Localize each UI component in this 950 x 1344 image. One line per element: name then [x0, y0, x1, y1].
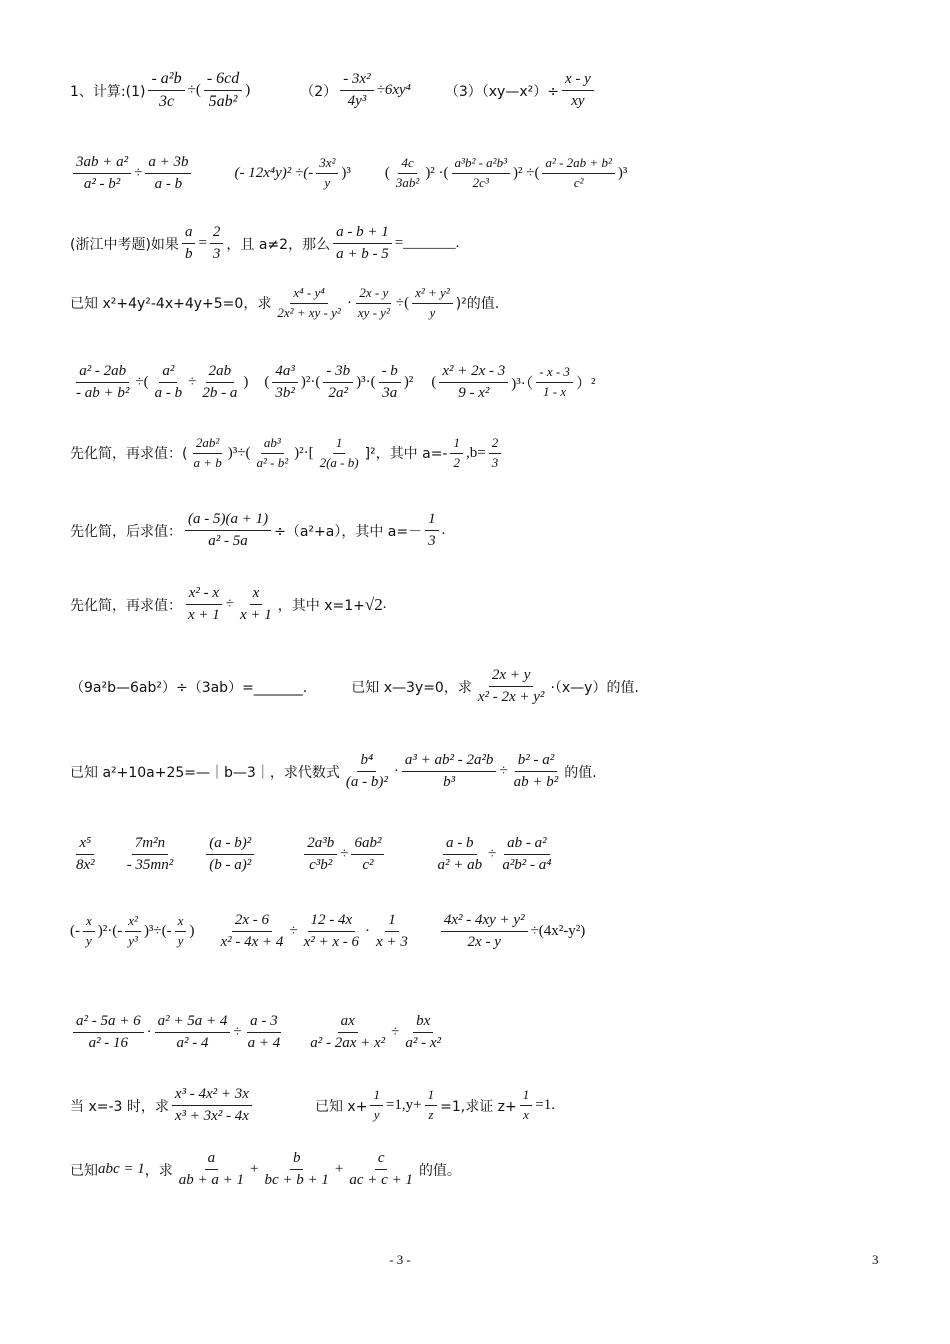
fraction: $\frac{\text{ab - a²}}{\text{a²b² - a⁴}}$ [502, 835, 552, 874]
fraction: $\frac{\text{ab³}}{\text{a² - b²}}$ [256, 435, 289, 470]
fraction: $\frac{c}{ac + c + 1}$ [349, 1150, 413, 1189]
fraction: $\frac{a - b}{\text{a² + ab}}$ [437, 835, 483, 874]
problem-row-2: $\frac{\text{3ab + a²}}{\text{a² - b²}}$ ÷ $\frac{a + 3b}{a - b}$ (- 12x⁴y)² ÷(- $\frac{\text{3x²}}{y}$ )³ ( $\frac{4c}{\text{3ab²}}$ )² ·( $\frac{\text{a³b² - a²b³}}{\text{2c³}}$ )² ÷( $\frac{\text{a² - 2ab + b²}}{\text{c²}}$ )³ [70, 154, 910, 194]
page-number-right: 3 [872, 1252, 879, 1267]
fraction: $\frac{a}{ab + a + 1}$ [178, 1150, 245, 1189]
fraction: $\frac{\text{x² + 2x - 3}}{\text{9 - x²}}$ [439, 363, 508, 403]
fraction: $\frac{2x - y}{\text{xy - y²}}$ [357, 285, 390, 320]
fraction: $\frac{a}{b}$ [182, 224, 196, 264]
fraction: $\frac{1}{2}$ [450, 436, 463, 471]
problem-row-4: 已知 x²+4y²-4x+4y+5=0，求 $\frac{\text{x⁴ - y⁴}}{\text{2x² + xy - y²}}$ · $\frac{2x - y}{\text{xy - y²}}$ ÷( $\frac{\text{x² + y²}}{y}$ )²的值. [70, 285, 500, 320]
sqrt-expression: √2 [364, 594, 383, 614]
fraction: $\frac{a - b + 1}{a + b - 5}$ [333, 224, 392, 264]
problem-row-14: 当 x=-3 时，求 $\frac{\text{x³ - 4x² + 3x}}{\text{x³ + 3x² - 4x}}$ 已知 x+ $\frac{1}{y}$ =1,y+ $\frac{1}{z}$ =1,求证 z+ $\frac{1}{x}$ =1. [70, 1086, 555, 1125]
problem-label: 1、计算:(1) [70, 83, 146, 100]
fraction: $\frac{2x + y}{\text{x² - 2x + y²}}$ [477, 667, 545, 706]
fraction: $\frac{x}{y}$ [175, 914, 187, 949]
fraction: $\frac{- b}{3a}$ [379, 363, 401, 403]
problem-row-11: $\frac{\text{x⁵}}{\text{8x²}}$ $\frac{\text{7m²n}}{\text{- 35mn²}}$ $\frac{\text{(a - b)²}}{\text{(b - a)²}}$ $\frac{\text{2a³b}}{\text{c³b²}}$ ÷ $\frac{\text{6ab²}}{\text{c²}}$ $\frac{a - b}{\text{a² + ab}}$ ÷ $\frac{\text{ab - a²}}{\text{a²b² - a⁴}}$ [70, 835, 910, 875]
fraction: $\frac{\text{6ab²}}{\text{c²}}$ [351, 835, 384, 875]
fraction: $\frac{\text{a²}}{a - b}$ [154, 363, 183, 402]
fraction: $\frac{bx}{\text{a² - x²}}$ [405, 1013, 442, 1052]
fraction: $\frac{\text{a² - 2ab + b²}}{\text{c²}}$ [542, 156, 614, 191]
fraction: $\frac{1}{z}$ [425, 1088, 438, 1123]
fraction: $\frac{- x - 3}{1 - x}$ [536, 365, 573, 400]
fraction: $\frac{b}{bc + b + 1}$ [264, 1150, 329, 1189]
fraction: $\frac{\text{x² - x}}{x + 1}$ [185, 585, 223, 625]
fraction: $\frac{1}{3}$ [425, 511, 439, 551]
fraction: $\frac{\text{4a³}}{\text{3b²}}$ [272, 363, 298, 403]
fraction: $\frac{\text{a² - 2ab}}{\text{- ab + b²}}$ [76, 363, 130, 402]
fraction: $\frac{\text{b⁴}}{\text{(a - b)²}}$ [345, 752, 388, 791]
problem-row-10: 已知 a²+10a+25=—｜b—3｜，求代数式 $\frac{\text{b⁴}}{\text{(a - b)²}}$ · $\frac{\text{a³ + ab² - 2a²b}}{\text{b³}}$ ÷ $\frac{\text{b² - a²}}{\text{ab + b²}}$ 的值. [70, 752, 597, 791]
problem-row-3: (浙江中考题)如果 $\frac{a}{b}$ = $\frac{2}{3}$ ，且 a≠2，那么 $\frac{a - b + 1}{a + b - 5}$ =_______. [70, 224, 460, 263]
fraction: $\frac{\text{a³b² - a²b³}}{\text{2c³}}$ [452, 156, 510, 191]
fraction: $\frac{\text{x³ - 4x² + 3x}}{\text{x³ + 3x² - 4x}}$ [172, 1086, 252, 1126]
fraction: $\frac{(a - 5)(a + 1)}{\text{a² - 5a}}$ [185, 511, 271, 551]
fraction: $\frac{\text{x²}}{\text{y³}}$ [125, 914, 141, 949]
problem-row-13: $\frac{\text{a² - 5a + 6}}{\text{a² - 16}}$ · $\frac{\text{a² + 5a + 4}}{\text{a² - 4}}$ ÷ $\frac{a - 3}{a + 4}$ $\frac{ax}{\text{a² - 2ax + x²}}$ ÷ $\frac{bx}{\text{a² - x²}}$ [70, 1013, 910, 1053]
fraction: $\frac{1}{2(a - b)}$ [319, 435, 359, 470]
problem-row-6: 先化简，再求值：( $\frac{\text{2ab²}}{a + b}$ )³÷( $\frac{\text{ab³}}{\text{a² - b²}}$ )²·[ $\frac{1}{2(a - b)}$ ]²，其中 a=- $\frac{1}{2}$ ,b= $\frac{2}{3}$ [70, 436, 910, 471]
fraction: $\frac{\text{2ab²}}{a + b}$ [193, 435, 222, 470]
fraction: $\frac{a + 3b}{a - b}$ [145, 154, 191, 194]
fraction: $\frac{- 6cd}{\text{5ab²}}$ [204, 70, 242, 112]
fraction: $\frac{x - y}{xy}$ [562, 71, 594, 111]
fraction: $\frac{a - 3}{a + 4}$ [247, 1013, 281, 1052]
fraction: $\frac{\text{a² + 5a + 4}}{\text{a² - 4}}$ [155, 1013, 231, 1053]
fraction: $\frac{2x - 6}{\text{x² - 4x + 4}}$ [220, 912, 284, 951]
fraction: $\frac{1}{x + 3}$ [376, 912, 408, 951]
fraction: $\frac{\text{7m²n}}{\text{- 35mn²}}$ [126, 835, 174, 874]
fraction: $\frac{1}{x}$ [520, 1088, 533, 1123]
fraction: $\frac{\text{3x²}}{y}$ [316, 156, 338, 191]
fraction: $\frac{\text{x⁴ - y⁴}}{\text{2x² + xy - y²}}$ [277, 285, 341, 320]
problem-row-7: 先化简，后求值： $\frac{(a - 5)(a + 1)}{\text{a² - 5a}}$ ÷（a²+a），其中 a=－ $\frac{1}{3}$ . [70, 511, 446, 550]
problem-row-15: 已知 abc = 1 ，求 $\frac{a}{ab + a + 1}$ + $\frac{b}{bc + b + 1}$ + $\frac{c}{ac + c + 1}$ 的值。 [70, 1150, 461, 1189]
page-number-center: - 3 - [389, 1252, 411, 1267]
fraction: $\frac{\text{a² - 5a + 6}}{\text{a² - 16}}$ [73, 1013, 144, 1053]
problem-row-8: 先化简，再求值： $\frac{\text{x² - x}}{x + 1}$ ÷ $\frac{x}{x + 1}$ ，其中 x=1+ √2 . [70, 585, 387, 624]
fraction: $\frac{4c}{\text{3ab²}}$ [395, 155, 420, 191]
problem-row-1: 1、计算:(1) $\frac{\text{- a²b}}{3c}$ ÷( $\frac{- 6cd}{\text{5ab²}}$ ) （2） $\frac{\text{- 3x²}}{\text{4y³}}$ ÷6xy⁴ （3）（xy—x²）÷ $\frac{x - y}{xy}$ [70, 70, 910, 112]
fraction: $\frac{\text{x⁵}}{\text{8x²}}$ [76, 835, 95, 874]
fraction: $\frac{2}{3}$ [210, 224, 224, 264]
fraction: $\frac{\text{- a²b}}{3c}$ [148, 70, 184, 112]
problem-row-9: （9a²b—6ab²）÷（3ab）=_______. 已知 x—3y=0，求 $\frac{2x + y}{\text{x² - 2x + y²}}$ ·（x—y）的值. [70, 667, 639, 706]
problem-row-5: $\frac{\text{a² - 2ab}}{\text{- ab + b²}}$ ÷( $\frac{\text{a²}}{a - b}$ ÷ $\frac{2ab}{2b - a}$ ) ( $\frac{\text{4a³}}{\text{3b²}}$ )²·( $\frac{- 3b}{\text{2a²}}$ )³·( $\frac{- b}{3a}$ )² ( $\frac{\text{x² + 2x - 3}}{\text{9 - x²}}$ )³·（ $\frac{- x - 3}{1 - x}$ ）² [70, 363, 910, 403]
fraction: $\frac{1}{y}$ [370, 1088, 383, 1123]
fraction: $\frac{\text{x² + y²}}{y}$ [412, 286, 453, 321]
fraction: $\frac{\text{4x² - 4xy + y²}}{2x - y}$ [441, 912, 528, 952]
fraction: $\frac{2}{3}$ [489, 436, 502, 471]
fraction: $\frac{\text{2a³b}}{\text{c³b²}}$ [304, 835, 337, 875]
fraction: $\frac{\text{3ab + a²}}{\text{a² - b²}}$ [73, 154, 131, 194]
fraction: $\frac{\text{a³ + ab² - 2a²b}}{\text{b³}}$ [402, 752, 497, 792]
problem-row-12: (- $\frac{x}{y}$ )²·(- $\frac{\text{x²}}{\text{y³}}$ )³÷(- $\frac{x}{y}$ ) $\frac{2x - 6}{\text{x² - 4x + 4}}$ ÷ $\frac{12 - 4x}{\text{x² + x - 6}}$ · $\frac{1}{x + 3}$ $\frac{\text{4x² - 4xy + y²}}{2x - y}$ ÷(4x²-y²) [70, 912, 586, 951]
fraction: $\frac{12 - 4x}{\text{x² + x - 6}}$ [303, 912, 360, 951]
fraction: $\frac{ax}{\text{a² - 2ax + x²}}$ [310, 1013, 386, 1052]
fraction: $\frac{- 3b}{\text{2a²}}$ [323, 363, 353, 403]
fraction: $\frac{x}{x + 1}$ [240, 585, 272, 624]
fraction: $\frac{\text{(a - b)²}}{\text{(b - a)²}}$ [206, 835, 254, 875]
fraction: $\frac{\text{b² - a²}}{\text{ab + b²}}$ [513, 752, 559, 791]
fraction: $\frac{2ab}{2b - a}$ [202, 363, 238, 402]
fraction: $\frac{\text{- 3x²}}{\text{4y³}}$ [340, 71, 373, 111]
fraction: $\frac{x}{y}$ [83, 914, 95, 949]
